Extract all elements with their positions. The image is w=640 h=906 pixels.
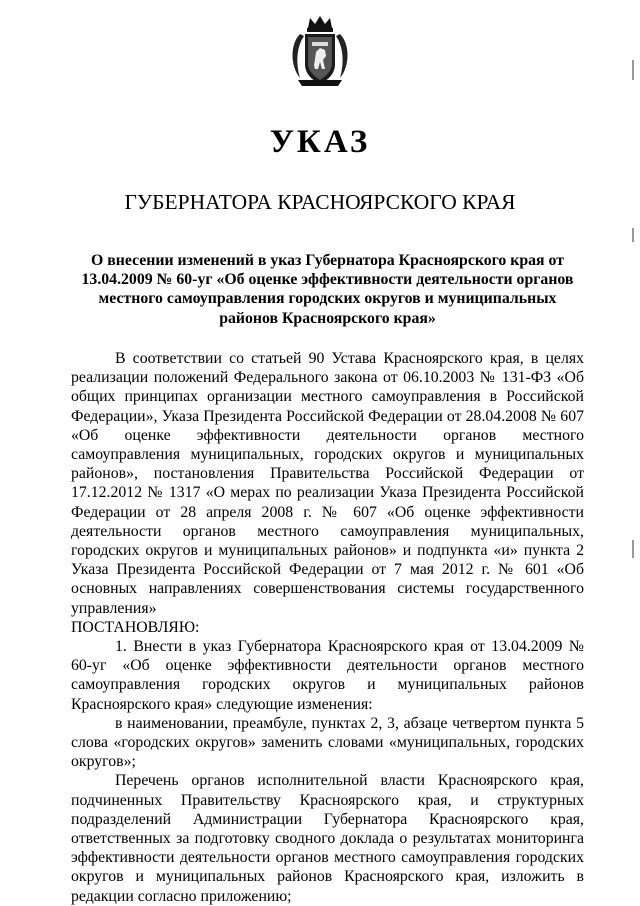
document-title: УКАЗ (269, 124, 371, 160)
document-body (71, 349, 584, 906)
scan-edge-mark (632, 60, 634, 80)
clause-paragraph: Перечень органов исполнительной власти Красноярского края, подчиненных Правительству Красноярского края, и структурных подразделений Администрации Губернатора Красноярского края, ответственных за подготовку сводного доклада о результатах мониторинга эффективности деятельности органов местного самоуправления городских округов и муниципальных районов Красноярского края, изложить в редакции согласно приложению; (71, 772, 584, 905)
scan-edge-mark (632, 540, 634, 558)
coat-of-arms-emblem (288, 14, 352, 90)
decree-word: ПОСТАНОВЛЯЮ: (71, 618, 200, 636)
document-heading: О внесении изменений в указ Губернатора Красноярского края от 13.04.2009 № 60-уг «Об оценке эффективности деятельности органов местного самоуправления городских округов и муниципальных районов Красноярского края» (81, 252, 574, 327)
preamble-paragraph: В соответствии со статьей 90 Устава Красноярского края, в целях реализации положений Федерального закона от 06.10.2003 № 131-ФЗ «Об общих принципах организации местного самоуправления в Российской Федерации», Указа Президента Российской Федерации от 28.04.2008 № 607 «Об оценке эффективности деятельности органов местного самоуправления муниципальных, городских округов и муниципальных районов», постановления Правительства Российской Федерации от 17.12.2012 № 1317 «О мерах по реализации Указа Президента Российской Федерации от 28 апреля 2008 г. № 607 «Об оценке эффективности деятельности органов местного самоуправления муниципальных, городских округов и муниципальных районов» и подпункта «и» пункта 2 Указа Президента Российской Федерации от 7 мая 2012 г. № 601 «Об основных направлениях совершенствования системы государственного управления» (71, 350, 584, 617)
clause-paragraph: в наименовании, преамбуле, пунктах 2, 3, абзаце четвертом пункта 5 слова «городских округов» заменить словами «муниципальных, городских округов»; (71, 714, 584, 771)
scan-edge-mark (632, 228, 634, 242)
document-subtitle: ГУБЕРНАТОРА КРАСНОЯРСКОГО КРАЯ (124, 190, 516, 214)
clause-paragraph: 1. Внести в указ Губернатора Красноярского края от 13.04.2009 № 60-уг «Об оценке эффективности деятельности органов местного самоуправления городских округов и муниципальных районов Красноярского края» следующие изменения: (71, 638, 584, 713)
